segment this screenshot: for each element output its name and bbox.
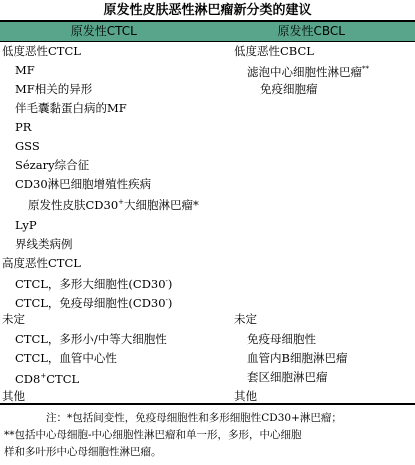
ctcl-item: 界线类病例 (15, 237, 73, 251)
ctcl-item: CTCL，多形大细胞性(CD30-) (15, 277, 173, 291)
table-title: 原发性皮肤恶性淋巴瘤新分类的建议 (103, 3, 312, 18)
cbcl-item: 滤泡中心细胞性淋巴瘤** (247, 65, 369, 79)
ctcl-item: CD8+CTCL (15, 372, 80, 386)
footnote-line-1: 注：*包括间变性，免疫母细胞性和多形细胞性CD30+淋巴瘤； (46, 412, 342, 424)
cbcl-item: 套区细胞淋巴瘤 (247, 370, 328, 384)
ctcl-category-undetermined: 未定 (2, 312, 25, 326)
ctcl-item: PR (15, 120, 32, 134)
ctcl-item: GSS (15, 139, 40, 153)
ctcl-item: MF (15, 63, 35, 77)
cbcl-category-low: 低度恶性CBCL (234, 44, 314, 58)
ctcl-category-low: 低度恶性CTCL (2, 44, 81, 58)
table-footnote (4, 410, 411, 461)
footnote-line-2: **包括中心母细胞-中心细胞性淋巴瘤和单一形，多形，中心细胞 (4, 429, 302, 441)
header-cbcl: 原发性CBCL (277, 24, 345, 38)
ctcl-item: CTCL，免疫母细胞性(CD30-) (15, 296, 173, 310)
bottom-rule (0, 403, 415, 405)
header-ctcl: 原发性CTCL (70, 24, 137, 38)
ctcl-item: 伴毛囊黏蛋白病的MF (15, 101, 127, 115)
cbcl-category-undetermined: 未定 (234, 312, 257, 326)
ctcl-item: LyP (15, 218, 37, 232)
ctcl-subitem: 原发性皮肤CD30+大细胞淋巴瘤* (28, 198, 199, 212)
cbcl-item: 免疫母细胞性 (247, 332, 316, 346)
footnote-line-3: 样和多叶形中心母细胞性淋巴瘤。 (4, 446, 162, 458)
cbcl-subitem: 免疫细胞瘤 (260, 82, 318, 96)
ctcl-item: CTCL，血管中心性 (15, 351, 117, 365)
cbcl-item: 血管内B细胞淋巴瘤 (247, 351, 348, 365)
cbcl-category-other: 其他 (234, 389, 257, 403)
ctcl-category-other: 其他 (2, 389, 25, 403)
ctcl-category-high: 高度恶性CTCL (2, 256, 81, 270)
ctcl-item: MF相关的异形 (15, 82, 93, 96)
ctcl-item: CTCL，多形小/中等大细胞性 (15, 332, 167, 346)
ctcl-item: Sézary综合征 (15, 158, 90, 172)
table-header (0, 22, 415, 41)
ctcl-item: CD30淋巴细胞增殖性疾病 (15, 177, 152, 191)
